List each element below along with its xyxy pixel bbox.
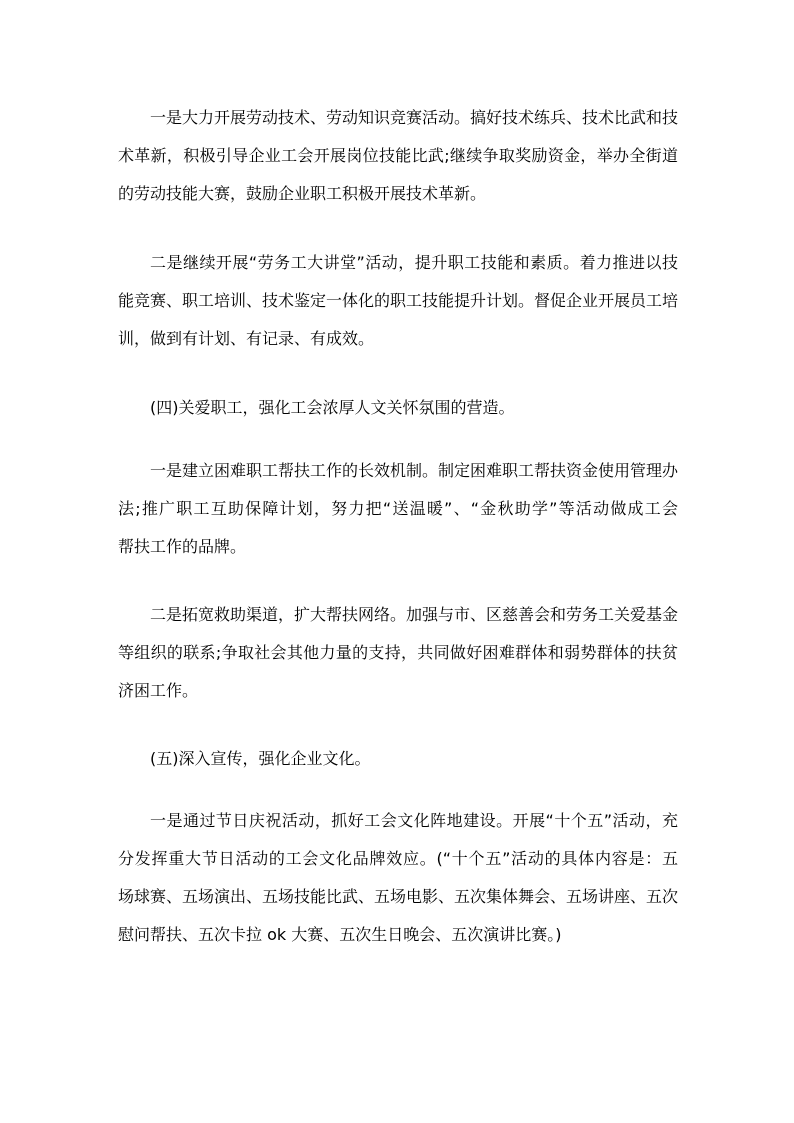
section-heading-corporate-culture xyxy=(118,740,678,778)
paragraph-line: 帮扶工作的品牌。 xyxy=(118,537,247,556)
heading-line: (四)关爱职工，强化工会浓厚人文关怀氛围的营造。 xyxy=(150,398,515,417)
paragraph-line: 法;推广职工互助保障计划，努力把“送温暖”、“金秋助学”等活动做成工会 xyxy=(118,499,678,518)
paragraph-line: 的劳动技能大赛，鼓励企业职工积极开展技术革新。 xyxy=(118,184,487,203)
paragraph-line: 等组织的联系;争取社会其他力量的支持，共同做好困难群体和弱势群体的扶贫 xyxy=(118,643,678,662)
paragraph-line: 术革新，积极引导企业工会开展岗位技能比武;继续争取奖励资金，举办全街道 xyxy=(118,146,678,165)
paragraph-assistance-mechanism xyxy=(118,452,678,566)
paragraph-festival-activities xyxy=(118,802,678,954)
paragraph-line: 二是拓宽救助渠道，扩大帮扶网络。加强与市、区慈善会和劳务工关爱基金 xyxy=(150,605,679,624)
paragraph-line: 场球赛、五场演出、五场技能比武、五场电影、五次集体舞会、五场讲座、五次 xyxy=(118,887,679,906)
paragraph-line: 一是通过节日庆祝活动，抓好工会文化阵地建设。开展“十个五”活动，充 xyxy=(150,811,678,830)
heading-line: (五)深入宣传，强化企业文化。 xyxy=(150,749,371,768)
paragraph-line: 一是建立困难职工帮扶工作的长效机制。制定困难职工帮扶资金使用管理办 xyxy=(150,461,679,480)
paragraph-labor-lecture xyxy=(118,244,678,358)
paragraph-line: 二是继续开展“劳务工大讲堂”活动，提升职工技能和素质。着力推进以技 xyxy=(150,253,678,272)
paragraph-relief-channels xyxy=(118,596,678,710)
paragraph-line: 一是大力开展劳动技术、劳动知识竞赛活动。搞好技术练兵、技术比武和技 xyxy=(150,108,679,127)
paragraph-line: 分发挥重大节日活动的工会文化品牌效应。(“十个五”活动的具体内容是：五 xyxy=(118,849,678,868)
paragraph-line: 能竞赛、职工培训、技术鉴定一体化的职工技能提升计划。督促企业开展员工培 xyxy=(118,291,679,310)
paragraph-labor-competition xyxy=(118,99,678,213)
paragraph-line: 济困工作。 xyxy=(118,681,199,700)
paragraph-line: 训，做到有计划、有记录、有成效。 xyxy=(118,329,375,348)
section-heading-care-workers xyxy=(118,389,678,427)
paragraph-line: 慰问帮扶、五次卡拉 ok 大赛、五次生日晚会、五次演讲比赛。) xyxy=(118,925,562,944)
